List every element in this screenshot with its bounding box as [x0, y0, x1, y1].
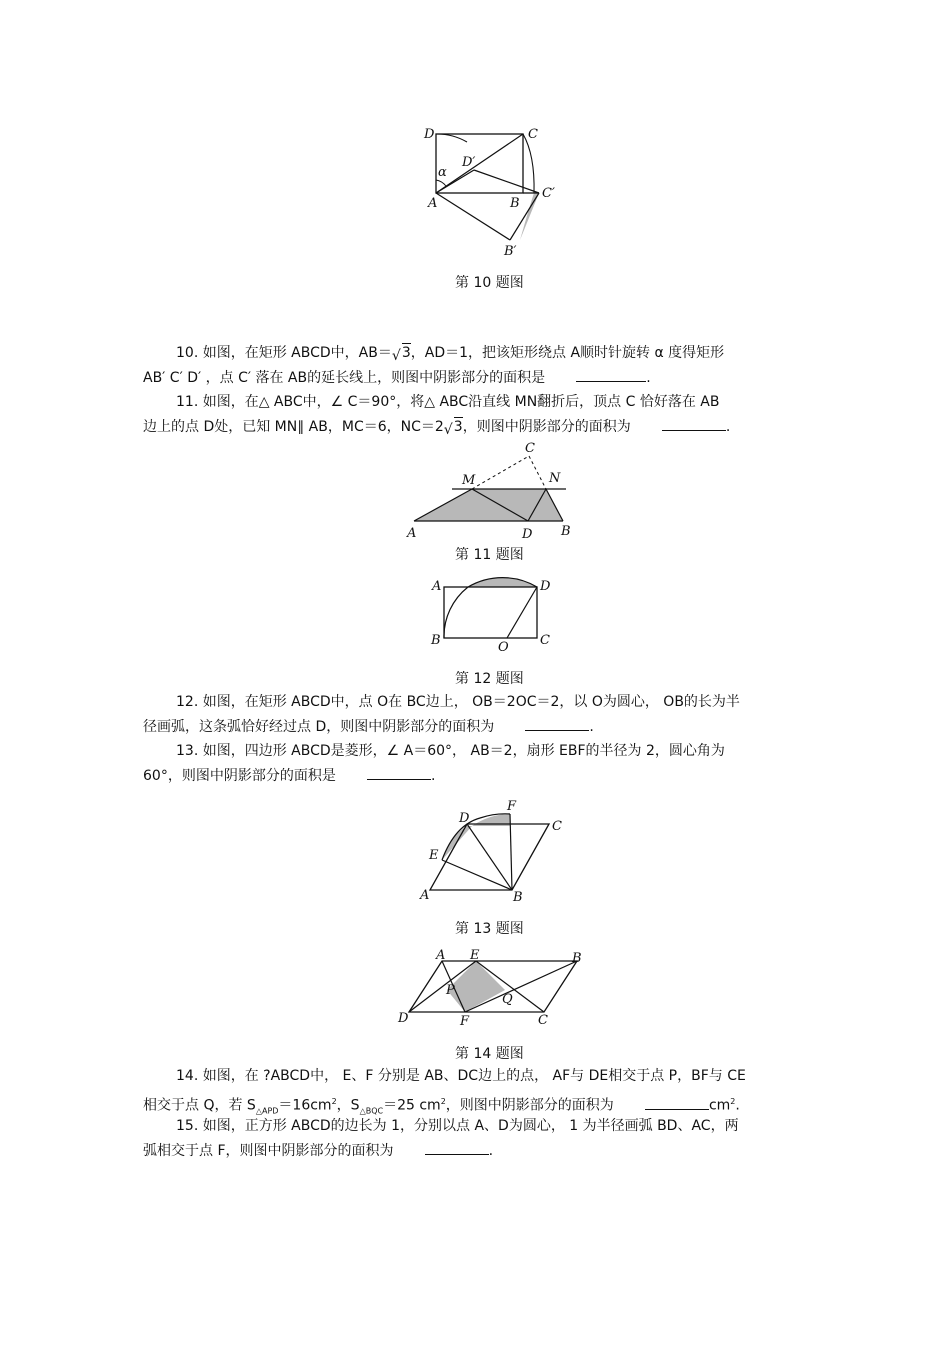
p14-superscript-2: 2 — [440, 1097, 446, 1106]
p14-line2-end: . — [735, 1097, 740, 1114]
fig10-label-c: C — [528, 127, 538, 142]
fig10-line-d-prime-c-prime — [474, 170, 539, 193]
fig12-label-o: O — [498, 640, 509, 655]
fig11-label-d: D — [522, 527, 533, 540]
fig10-label-c-prime: C′ — [542, 186, 555, 201]
p12-line2-end: . — [589, 719, 594, 735]
figure-12 — [420, 570, 560, 655]
fig10-label-b: B — [510, 196, 520, 211]
problem-10 — [143, 341, 823, 391]
figure-14-caption: 第 14 题图 — [455, 1046, 524, 1062]
fig12-label-c: C — [540, 633, 550, 648]
p12-answer-blank — [525, 718, 589, 731]
p14-superscript-1: 2 — [331, 1097, 337, 1106]
fig14-label-c: C — [538, 1013, 548, 1028]
p12-line1: 12. 如图，在矩形 ABCD中，点 O在 BC边上， OB＝2OC＝2，以 O为圆心， OB的长为半 — [176, 694, 740, 710]
fig10-label-b-prime: B′ — [504, 244, 517, 259]
p10-line2-a: AB′ C′ D′ ，点 C′ 落在 AB的延长线上，则图中阴影部分的面积是 — [143, 370, 546, 386]
figure-14 — [395, 945, 590, 1030]
figure-13 — [415, 795, 575, 905]
p15-line1: 15. 如图，正方形 ABCD的边长为 1，分别以点 A、D为圆心， 1 为半径画弧 BD、AC，两 — [176, 1118, 739, 1134]
fig11-dashed-cn — [529, 456, 546, 489]
p10-sqrt — [392, 345, 411, 361]
fig13-label-b: B — [513, 890, 523, 905]
p14-line2-b: ＝16cm — [278, 1097, 332, 1114]
fig14-label-q: Q — [502, 992, 513, 1007]
p15-line2-a: 弧相交于点 F，则图中阴影部分的面积为 — [143, 1143, 394, 1159]
p13-line2-end: . — [430, 768, 436, 784]
figure-10-caption: 第 10 题图 — [455, 275, 524, 291]
p14-line2-e: ，则图中阴影部分的面积为 — [445, 1097, 614, 1114]
fig13-label-e: E — [429, 848, 439, 863]
fig13-label-a: A — [420, 888, 430, 903]
p11-answer-blank — [662, 418, 726, 431]
p11-line2-end: . — [725, 419, 731, 435]
problem-15 — [143, 1114, 823, 1164]
fig14-label-f: F — [460, 1014, 470, 1029]
fig11-label-a: A — [407, 526, 417, 540]
p10-line2-end: . — [646, 370, 651, 386]
p11-sqrt-value: 3 — [453, 419, 463, 435]
p13-line2-a: 60°，则图中阴影部分的面积是 — [143, 768, 336, 784]
fig10-label-a: A — [428, 196, 438, 211]
figure-12-caption: 第 12 题图 — [455, 671, 524, 687]
p11-line1: 11. 如图，在△ ABC中，∠ C＝90°，将△ ABC沿直线 MN翻折后，顶点 C 恰好落在 AB — [176, 394, 720, 410]
problem-13 — [143, 739, 823, 789]
fig12-label-a: A — [432, 579, 442, 594]
fig14-label-a: A — [436, 948, 446, 963]
fig13-label-c: C — [552, 819, 562, 834]
fig10-label-alpha: α — [438, 165, 447, 180]
fig11-label-m: M — [462, 473, 476, 488]
p14-line2-c: ，S — [336, 1097, 360, 1114]
p14-line2-d: ＝25 cm — [383, 1097, 441, 1114]
figure-11 — [400, 438, 580, 540]
p10-line1-a: 10. 如图，在矩形 ABCD中，AB＝ — [176, 345, 392, 361]
p13-answer-blank — [367, 767, 431, 780]
p10-sqrt-value: 3 — [401, 345, 411, 361]
problem-12 — [143, 690, 823, 740]
fig13-label-f: F — [507, 799, 517, 814]
fig12-label-d: D — [540, 579, 551, 594]
fig12-line-od — [507, 587, 537, 638]
fig10-label-d: D — [424, 127, 435, 142]
figure-13-caption: 第 13 题图 — [455, 921, 524, 937]
figure-11-caption: 第 11 题图 — [455, 547, 524, 563]
fig14-label-b: B — [572, 951, 582, 966]
p11-line2-a: 边上的点 D处，已知 MN∥ AB，MC＝6，NC＝2 — [143, 419, 444, 435]
fig14-shaded-quadrilateral — [447, 961, 505, 1012]
fig10-arc-d — [436, 134, 467, 142]
p10-answer-blank — [576, 369, 646, 382]
p13-line1: 13. 如图，四边形 ABCD是菱形，∠ A＝60°， AB＝2，扇形 EBF的半径为 2，圆心角为 — [176, 743, 725, 759]
fig11-dashed-mc — [472, 456, 529, 489]
p14-line2-unit: cm — [708, 1097, 731, 1114]
p11-line2-b: ，则图中阴影部分的面积为 — [462, 419, 631, 435]
fig10-line-ab-prime — [436, 193, 510, 240]
p15-line2-end: . — [488, 1143, 494, 1159]
fig13-line-bf — [510, 814, 512, 890]
fig10-angle-mark — [436, 180, 446, 186]
fig11-label-c: C — [525, 441, 535, 456]
fig10-label-d-prime: D′ — [462, 155, 476, 170]
p14-line1: 14. 如图，在 ?ABCD中， E、F 分别是 AB、DC边上的点， AF与 DE相交于点 P，BF与 CE — [176, 1068, 746, 1084]
fig11-label-n: N — [549, 471, 561, 486]
fig14-label-e: E — [470, 948, 480, 963]
fig10-diagonal-ac — [436, 134, 523, 193]
problem-11 — [143, 390, 823, 440]
p14-line2-a: 相交于点 Q，若 S — [143, 1097, 256, 1114]
fig12-rectangle-abcd — [444, 587, 537, 638]
p14-superscript-3: 2 — [730, 1097, 736, 1106]
fig10-shaded-region — [520, 193, 539, 240]
p10-line1-b: ，AD＝1，把该矩形绕点 A顺时针旋转 α 度得矩形 — [410, 345, 725, 361]
p14-answer-blank — [645, 1097, 709, 1110]
fig14-label-d: D — [398, 1011, 409, 1026]
fig11-label-b: B — [561, 524, 571, 539]
fig10-arc-c — [523, 134, 534, 193]
p14-subscript-bqc: △BQC — [359, 1106, 384, 1116]
fig13-label-d: D — [459, 811, 470, 826]
p11-sqrt — [444, 419, 463, 435]
p14-subscript-apd: △APD — [255, 1106, 279, 1116]
p12-line2-a: 径画弧，这条弧恰好经过点 D，则图中阴影部分的面积为 — [143, 719, 495, 735]
fig12-label-b: B — [431, 633, 441, 648]
p15-answer-blank — [425, 1142, 489, 1155]
fig14-label-p: P — [446, 983, 455, 998]
figure-10 — [410, 120, 570, 265]
